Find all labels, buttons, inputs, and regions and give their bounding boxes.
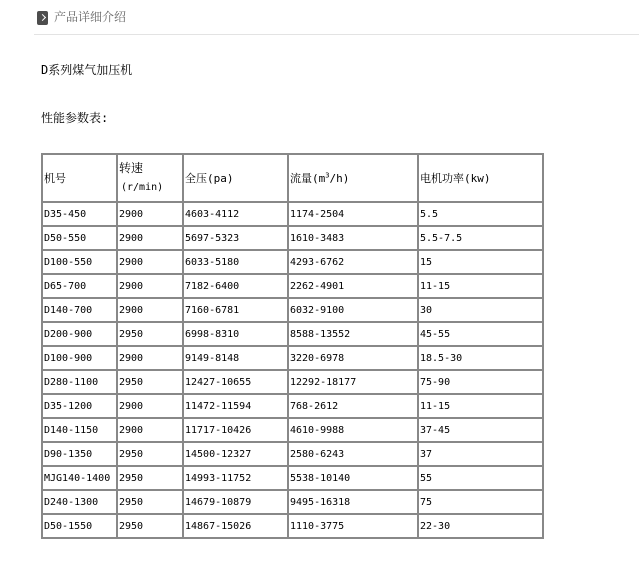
header-speed-label: 转速 xyxy=(119,161,144,175)
cell-speed: 2950 xyxy=(117,322,183,346)
cell-pressure: 6998-8310 xyxy=(183,322,288,346)
cell-model: D100-550 xyxy=(42,250,117,274)
cell-model: D90-1350 xyxy=(42,442,117,466)
cell-model: D35-450 xyxy=(42,202,117,226)
cell-pressure: 7160-6781 xyxy=(183,298,288,322)
header-power: 电机功率(kw) xyxy=(418,154,543,202)
section-title: 产品详细介绍 xyxy=(54,10,127,24)
cell-flow: 4293-6762 xyxy=(288,250,418,274)
cell-speed: 2900 xyxy=(117,274,183,298)
cell-power: 22-30 xyxy=(418,514,543,538)
cell-pressure: 11717-10426 xyxy=(183,418,288,442)
performance-table xyxy=(41,153,544,539)
header-pressure: 全压(pa) xyxy=(183,154,288,202)
table-row xyxy=(42,466,543,490)
cell-flow: 1610-3483 xyxy=(288,226,418,250)
cell-power: 11-15 xyxy=(418,274,543,298)
cell-speed: 2950 xyxy=(117,370,183,394)
section-header xyxy=(34,8,634,30)
cell-model: D240-1300 xyxy=(42,490,117,514)
cell-power: 18.5-30 xyxy=(418,346,543,370)
cell-pressure: 14993-11752 xyxy=(183,466,288,490)
table-header-row xyxy=(42,154,543,202)
chevron-right-icon xyxy=(37,11,48,25)
cell-speed: 2900 xyxy=(117,346,183,370)
cell-pressure: 14867-15026 xyxy=(183,514,288,538)
cell-power: 5.5 xyxy=(418,202,543,226)
table-row xyxy=(42,274,543,298)
cell-power: 30 xyxy=(418,298,543,322)
cell-flow: 9495-16318 xyxy=(288,490,418,514)
cell-power: 75-90 xyxy=(418,370,543,394)
table-row xyxy=(42,490,543,514)
header-model: 机号 xyxy=(42,154,117,202)
cell-model: D50-1550 xyxy=(42,514,117,538)
cell-power: 75 xyxy=(418,490,543,514)
cell-flow: 2262-4901 xyxy=(288,274,418,298)
header-speed xyxy=(117,154,183,202)
table-row xyxy=(42,370,543,394)
cell-speed: 2950 xyxy=(117,442,183,466)
cell-speed: 2950 xyxy=(117,514,183,538)
cell-pressure: 7182-6400 xyxy=(183,274,288,298)
cell-pressure: 9149-8148 xyxy=(183,346,288,370)
cell-model: D140-1150 xyxy=(42,418,117,442)
cell-pressure: 6033-5180 xyxy=(183,250,288,274)
cell-flow: 2580-6243 xyxy=(288,442,418,466)
cell-speed: 2900 xyxy=(117,394,183,418)
cell-pressure: 14500-12327 xyxy=(183,442,288,466)
cell-flow: 768-2612 xyxy=(288,394,418,418)
table-row xyxy=(42,202,543,226)
cell-model: D35-1200 xyxy=(42,394,117,418)
header-flow: 流量$(m^3/h)$ xyxy=(288,154,418,202)
table-row xyxy=(42,394,543,418)
cell-model: D100-900 xyxy=(42,346,117,370)
cell-power: 11-15 xyxy=(418,394,543,418)
cell-power: 55 xyxy=(418,466,543,490)
cell-model: D200-900 xyxy=(42,322,117,346)
table-row xyxy=(42,346,543,370)
product-title: D系列煤气加压机 xyxy=(41,63,133,77)
cell-model: MJG140-1400 xyxy=(42,466,117,490)
cell-flow: 1174-2504 xyxy=(288,202,418,226)
cell-speed: 2900 xyxy=(117,418,183,442)
cell-model: D65-700 xyxy=(42,274,117,298)
header-divider xyxy=(34,34,639,35)
cell-flow: 4610-9988 xyxy=(288,418,418,442)
cell-pressure: 11472-11594 xyxy=(183,394,288,418)
cell-pressure: 5697-5323 xyxy=(183,226,288,250)
cell-speed: 2950 xyxy=(117,466,183,490)
cell-flow: 1110-3775 xyxy=(288,514,418,538)
header-speed-unit: (r/min) xyxy=(121,182,164,193)
cell-model: D140-700 xyxy=(42,298,117,322)
cell-power: 15 xyxy=(418,250,543,274)
table-row xyxy=(42,298,543,322)
table-row xyxy=(42,418,543,442)
cell-flow: 12292-18177 xyxy=(288,370,418,394)
cell-power: 37 xyxy=(418,442,543,466)
cell-flow: 6032-9100 xyxy=(288,298,418,322)
table-row xyxy=(42,226,543,250)
cell-flow: 8588-13552 xyxy=(288,322,418,346)
parameter-table-label: 性能参数表: xyxy=(41,111,109,125)
cell-speed: 2900 xyxy=(117,226,183,250)
cell-speed: 2900 xyxy=(117,298,183,322)
table-row xyxy=(42,250,543,274)
cell-pressure: 12427-10655 xyxy=(183,370,288,394)
table-row xyxy=(42,322,543,346)
cell-pressure: 14679-10879 xyxy=(183,490,288,514)
cell-speed: 2950 xyxy=(117,490,183,514)
table-row xyxy=(42,514,543,538)
cell-model: D280-1100 xyxy=(42,370,117,394)
cell-flow: 5538-10140 xyxy=(288,466,418,490)
table-row xyxy=(42,442,543,466)
cell-power: 5.5-7.5 xyxy=(418,226,543,250)
cell-flow: 3220-6978 xyxy=(288,346,418,370)
cell-pressure: 4603-4112 xyxy=(183,202,288,226)
cell-power: 45-55 xyxy=(418,322,543,346)
cell-speed: 2900 xyxy=(117,202,183,226)
cell-power: 37-45 xyxy=(418,418,543,442)
cell-model: D50-550 xyxy=(42,226,117,250)
cell-speed: 2900 xyxy=(117,250,183,274)
